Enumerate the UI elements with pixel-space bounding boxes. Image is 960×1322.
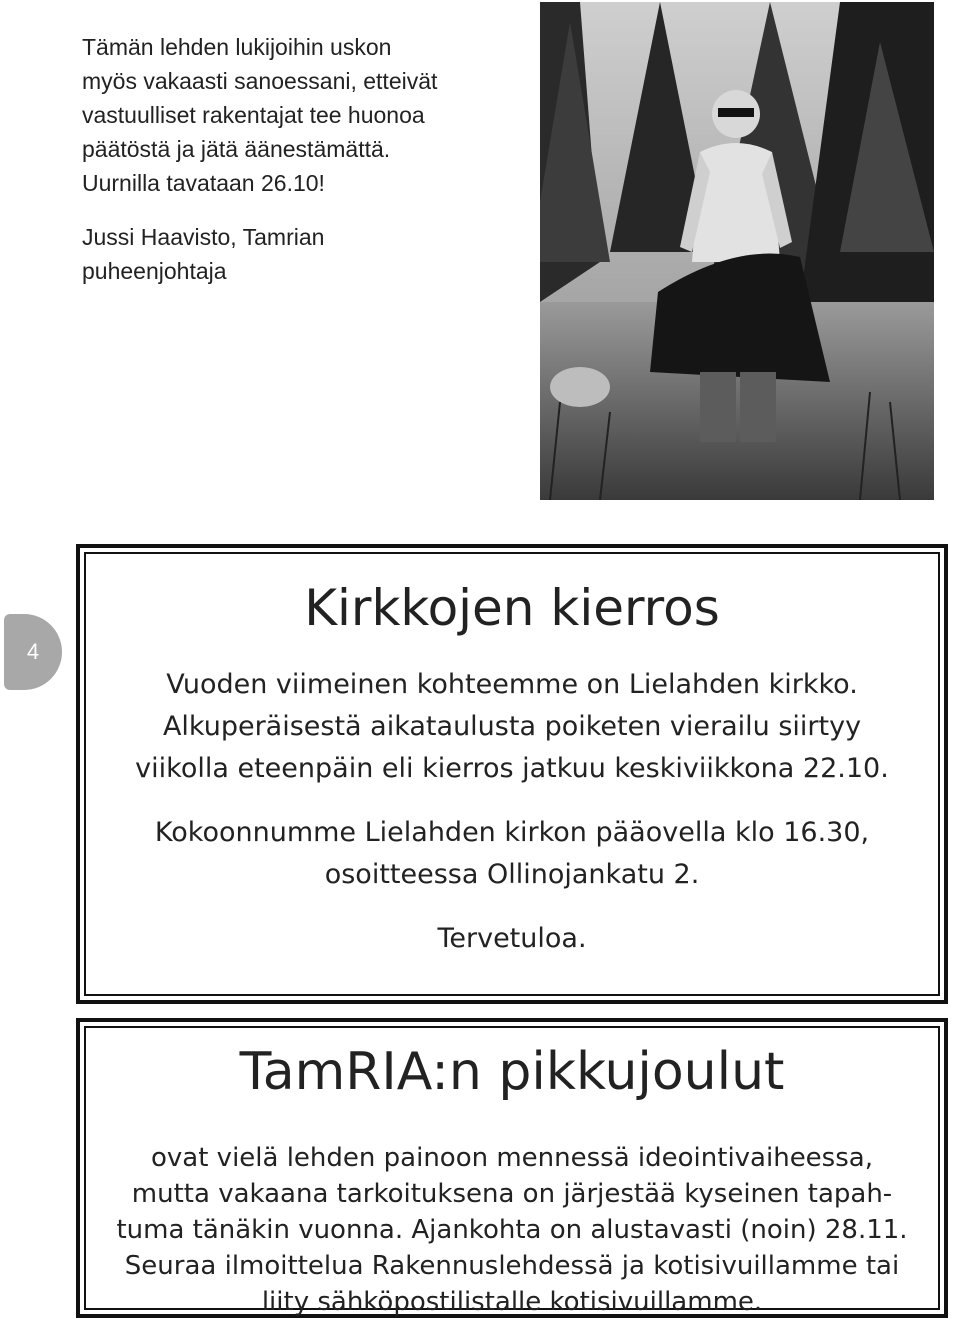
kirkkojen-line: Alkuperäisestä aikataulusta poiketen vierailu siirtyy bbox=[162, 711, 862, 742]
kirkkojen-kierros-box bbox=[76, 544, 948, 1004]
pikkujoulut-line: ovat vielä lehden painoon mennessä ideointivaiheessa, bbox=[151, 1143, 873, 1173]
intro-line: Tämän lehden lukijoihin uskon bbox=[82, 34, 392, 60]
pikkujoulut-box bbox=[76, 1018, 948, 1318]
intro-text bbox=[82, 30, 522, 288]
kirkkojen-closing: Tervetuloa. bbox=[437, 923, 587, 954]
signature-line: Jussi Haavisto, Tamrian bbox=[82, 224, 325, 250]
intro-line: Uurnilla tavataan 26.10! bbox=[82, 170, 325, 196]
pikkujoulut-line: Seuraa ilmoittelua Rakennuslehdessä ja kotisivuillamme tai bbox=[124, 1251, 900, 1281]
pikkujoulut-title: TamRIA:n pikkujoulut bbox=[239, 1042, 785, 1102]
kirkkojen-line: viikolla eteenpäin eli kierros jatkuu keskiviikkona 22.10. bbox=[135, 753, 889, 784]
intro-line: vastuulliset rakentajat tee huonoa bbox=[82, 102, 425, 128]
kirkkojen-line: Vuoden viimeinen kohteemme on Lielahden kirkko. bbox=[166, 669, 858, 700]
intro-line: myös vakaasti sanoessani, etteivät bbox=[82, 68, 438, 94]
kirkkojen-line: Kokoonnumme Lielahden kirkon pääovella klo 16.30, bbox=[154, 817, 870, 848]
kirkkojen-line: osoitteessa Ollinojankatu 2. bbox=[324, 859, 700, 890]
pikkujoulut-text bbox=[86, 1140, 938, 1320]
forest-photo bbox=[540, 2, 934, 500]
pikkujoulut-line: tuma tänäkin vuonna. Ajankohta on alustavasti (noin) 28.11. bbox=[116, 1215, 908, 1245]
page-number: 4 bbox=[26, 639, 40, 664]
pikkujoulut-line: liity sähköpostilistalle kotisivuillamme. bbox=[261, 1287, 763, 1317]
kirkkojen-title: Kirkkojen kierros bbox=[304, 579, 720, 637]
intro-line: päätöstä ja jätä äänestämättä. bbox=[82, 136, 391, 162]
page-number-tab bbox=[4, 614, 62, 690]
pikkujoulut-line: mutta vakaana tarkoituksena on järjestää kyseinen tapah- bbox=[131, 1179, 893, 1209]
signature-line: puheenjohtaja bbox=[82, 258, 227, 284]
